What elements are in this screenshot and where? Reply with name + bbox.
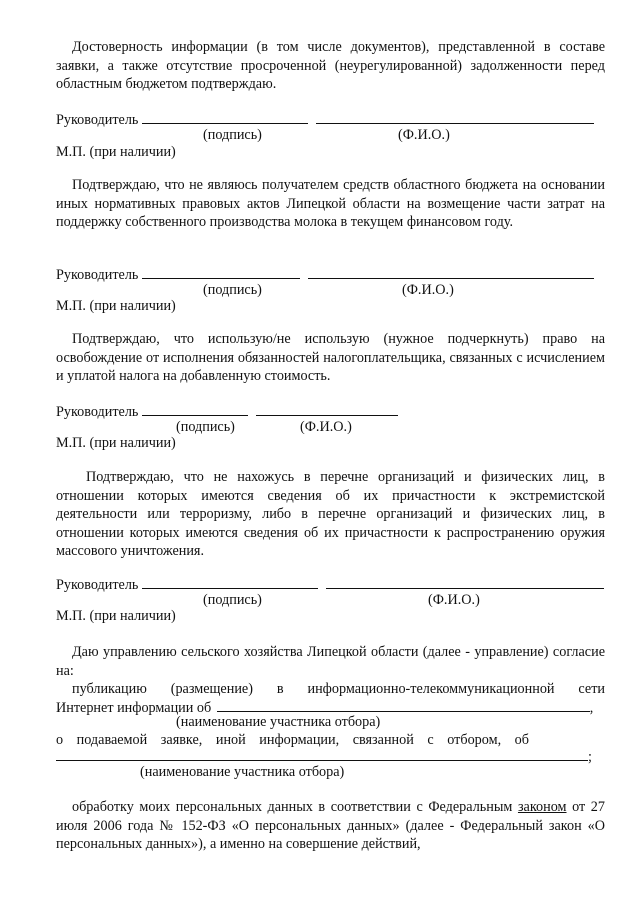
paragraph-text: Достоверность информации (в том числе документов), представленной в составе заявки, а также отсутствие просроченной (неурегулированной) задолженности перед областным бюджетом подтверждаю. xyxy=(56,39,605,92)
stamp-label: М.П. (при наличии) xyxy=(56,608,176,624)
confirmation-paragraph-2 xyxy=(56,176,605,232)
head-label: Руководитель xyxy=(56,112,139,128)
publication-line-2-text: Интернет информации об xyxy=(56,700,212,716)
signature-line-4 xyxy=(56,575,604,594)
signature-blank xyxy=(142,402,248,416)
fio-blank xyxy=(256,402,398,416)
confirmation-paragraph-4 xyxy=(56,468,605,561)
participant-name-caption-2: (наименование участника отбора) xyxy=(140,764,345,780)
participant-name-blank-1 xyxy=(217,698,590,712)
paragraph-text: Подтверждаю, что не нахожусь в перечне организаций и физических лиц, в отношении которых имеются сведения об их причастности к экстремистской деятельности или терроризму, либо в перечне организаций и физических лиц, в отношении которых имеются сведения об их причастности к распространению оружия массового уничтожения. xyxy=(56,469,605,559)
fio-blank xyxy=(316,110,594,124)
paragraph-text: Подтверждаю, что использую/не использую (нужное подчеркнуть) право на освобождение от исполнения обязанностей налогоплательщика, связанных с исчислением и уплатой налога на добавленную стоимость. xyxy=(56,331,605,384)
confirmation-paragraph-1 xyxy=(56,38,605,94)
signature-line-2 xyxy=(56,265,594,284)
signature-caption: (подпись) xyxy=(203,282,262,298)
fio-blank xyxy=(308,265,594,279)
participant-name-blank-2 xyxy=(56,747,588,761)
signature-blank xyxy=(142,265,300,279)
federal-law-link[interactable]: законом xyxy=(517,799,567,815)
fio-blank xyxy=(326,575,604,589)
publication-line-1: публикацию (размещение) в информационно-телекоммуникационной сети xyxy=(72,681,605,697)
semicolon: ; xyxy=(588,749,592,765)
stamp-label: М.П. (при наличии) xyxy=(56,435,176,451)
signature-line-1 xyxy=(56,110,594,129)
consent-publication xyxy=(56,680,605,699)
signature-caption: (подпись) xyxy=(176,419,235,435)
fio-caption: (Ф.И.О.) xyxy=(398,127,450,143)
fio-caption: (Ф.И.О.) xyxy=(428,592,480,608)
application-info-text: о подаваемой заявке, иной информации, связанной с отбором, об xyxy=(56,732,529,748)
head-label: Руководитель xyxy=(56,404,139,420)
stamp-label: М.П. (при наличии) xyxy=(56,298,176,314)
confirmation-paragraph-3 xyxy=(56,330,605,386)
consent-intro-text: Даю управлению сельского хозяйства Липецкой области (далее - управление) согласие на: xyxy=(56,644,605,679)
signature-caption: (подпись) xyxy=(203,592,262,608)
head-label: Руководитель xyxy=(56,267,139,283)
fio-caption: (Ф.И.О.) xyxy=(300,419,352,435)
participant-name-caption-1: (наименование участника отбора) xyxy=(176,714,381,730)
comma: , xyxy=(589,700,594,716)
paragraph-text: Подтверждаю, что не являюсь получателем средств областного бюджета на основании иных нормативных правовых актов Липецкой области на возмещение части затрат на поддержку собственного производства молока в текущем финансовом году. xyxy=(56,177,605,230)
signature-blank xyxy=(142,575,318,589)
consent-intro xyxy=(56,643,605,680)
fio-caption: (Ф.И.О.) xyxy=(402,282,454,298)
consent-personal-data xyxy=(56,798,605,854)
signature-caption: (подпись) xyxy=(203,127,262,143)
stamp-label: М.П. (при наличии) xyxy=(56,144,176,160)
head-label: Руководитель xyxy=(56,577,139,593)
personal-data-text: обработку моих персональных данных в соответствии с Федеральным законом от 27 июля 2006 года № 152-ФЗ «О персональных данных» (далее - Федеральный закон «О персональных данных»), а именно на совершение действий, xyxy=(56,799,605,852)
signature-blank xyxy=(142,110,308,124)
